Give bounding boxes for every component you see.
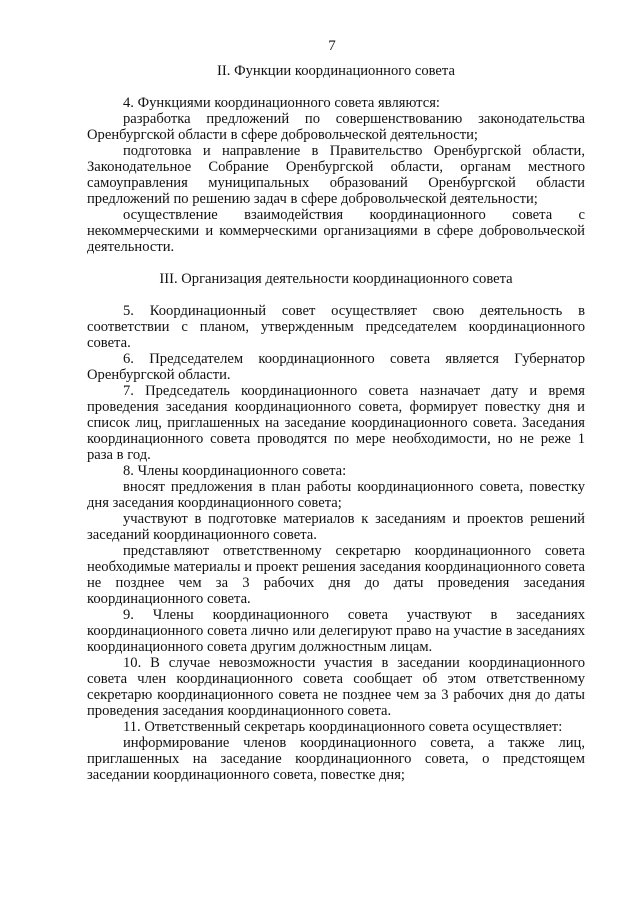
section-3-paragraph: вносят предложения в план работы координационного совета, повестку дня заседания координационного совета; [87,479,585,511]
section-2-paragraph: подготовка и направление в Правительство Оренбургской области, Законодательное Собрание Оренбургской области, органам местного самоуправления муниципальных образований Оренбургской области предложений по решению задач в сфере добровольческой деятельности; [87,143,585,207]
section-3-paragraph: информирование членов координационного совета, а также лиц, приглашенных на заседание координационного совета, о предстоящем заседании координационного совета, повестке дня; [87,735,585,783]
section-3-paragraph: 8. Члены координационного совета: [123,463,347,479]
section-2-paragraph: разработка предложений по совершенствованию законодательства Оренбургской области в сфере добровольческой деятельности; [87,111,585,143]
section-3-paragraph: 7. Председатель координационного совета назначает дату и время проведения заседания координационного совета, формирует повестку дня и список лиц, приглашенных на заседание координационного совета. Заседания координационного совета проводятся по мере необходимости, но не реже 1 раза в год. [87,383,585,463]
section-3-paragraph: 6. Председателем координационного совета является Губернатор Оренбургской области. [87,351,585,383]
section-3-paragraph: 5. Координационный совет осуществляет свою деятельность в соответствии с планом, утвержденным председателем координационного совета. [87,303,585,351]
section-2-heading: II. Функции координационного совета [217,63,455,79]
page-number: 7 [328,38,336,54]
document-body [87,63,585,783]
section-3-paragraph: 11. Ответственный секретарь координационного совета осуществляет: [123,719,563,735]
section-3-paragraph: 9. Члены координационного совета участвуют в заседаниях координационного совета лично или делегируют право на участие в заседаниях координационного совета другим должностным лицам. [87,607,585,655]
section-3-paragraph: участвуют в подготовке материалов к заседаниям и проектов решений заседаний координационного совета. [87,511,585,543]
section-2-paragraph: осуществление взаимодействия координационного совета с некоммерческими и коммерческими организациями в сфере добровольческой деятельности. [87,207,585,255]
section-2-paragraph: 4. Функциями координационного совета являются: [123,95,440,111]
section-3-paragraph: 10. В случае невозможности участия в заседании координационного совета член координационного совета сообщает об этом ответственному секретарю координационного совета не позднее чем за 3 рабочих дня до даты проведения заседания координационного совета. [87,655,585,719]
section-3-heading: III. Организация деятельности координационного совета [159,271,513,287]
section-3-paragraph: представляют ответственному секретарю координационного совета необходимые материалы и проект решения заседания координационного совета не позднее чем за 3 рабочих дня до даты проведения заседания координационного совета. [87,543,585,607]
